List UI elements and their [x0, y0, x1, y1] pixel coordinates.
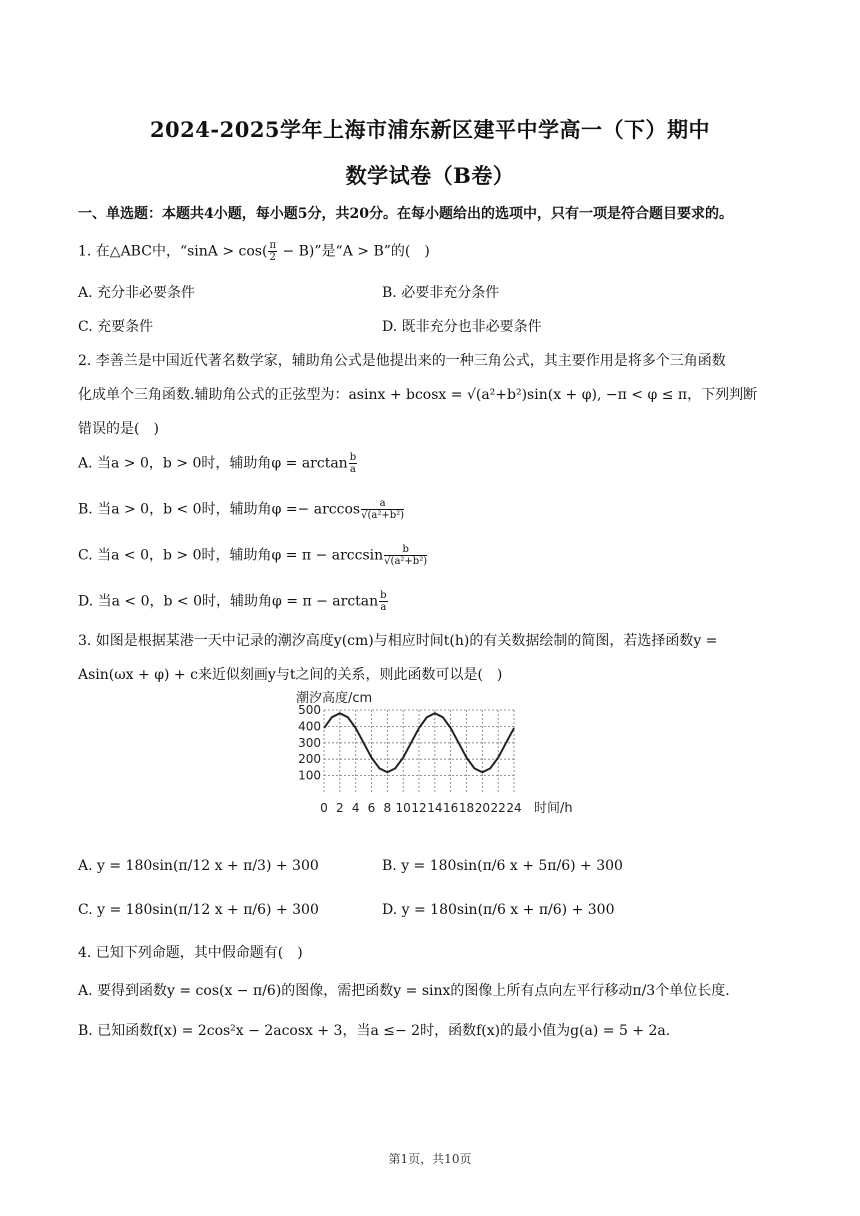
exam-title-line1: 2024-2025学年上海市浦东新区建平中学高一（下）期中	[149, 117, 711, 142]
q1-stem	[78, 240, 430, 263]
q2-option-b	[78, 498, 405, 521]
q2-option-d	[78, 590, 389, 613]
q2-option-d-text: D. 当a < 0，b < 0时，辅助角φ = π − arctan	[78, 593, 379, 610]
q3-option-d: D. y = 180sin(π/6 x + π/6) + 300	[382, 902, 615, 918]
chart-y-tick-label: 400	[298, 719, 321, 734]
q4-option-b: B. 已知函数f(x) = 2cos²x − 2acosx + 3，当a ≤− 2时，函数f(x)的最小值为g(a) = 5 + 2a.	[78, 1023, 671, 1039]
q1-stem-part-a: 1. 在△ABC中，“sinA > cos(	[78, 243, 268, 260]
q3-line1: 3. 如图是根据某港一天中记录的潮汐高度y(cm)与相应时间t(h)的有关数据绘制的简图，若选择函数y =	[78, 633, 718, 649]
chart-x-tick-label: 12	[411, 801, 427, 815]
chart-y-tick-label: 300	[298, 735, 321, 750]
chart-x-tick-label: 2	[336, 801, 344, 815]
q2-option-a-text: A. 当a > 0，b > 0时，辅助角φ = arctan	[78, 455, 348, 472]
section-heading: 一、单选题：本题共4小题，每小题5分，共20分。在每小题给出的选项中，只有一项是符合题目要求的。	[78, 206, 733, 222]
chart-x-tick-label: 10	[395, 801, 411, 815]
q1-option-d: D. 既非充分也非必要条件	[382, 319, 542, 335]
chart-x-tick-label: 20	[474, 801, 490, 815]
chart-x-tick-label: 24	[506, 801, 522, 815]
q4-stem: 4. 已知下列命题，其中假命题有( )	[78, 945, 303, 961]
q2-c-den: √(a²+b²)	[384, 556, 428, 567]
q2-b-fraction	[361, 498, 404, 521]
chart-x-tick-label: 0	[320, 801, 328, 815]
q2-c-num: b	[384, 544, 427, 556]
chart-x-tick-label: 18	[458, 801, 475, 815]
q2-option-c	[78, 544, 428, 567]
q3-option-c: C. y = 180sin(π/12 x + π/6) + 300	[78, 902, 319, 918]
chart-x-label: 时间/h	[534, 801, 573, 816]
q2-d-num: b	[380, 590, 387, 601]
q1-fraction	[268, 240, 277, 263]
q1-frac-den: 2	[269, 252, 276, 263]
q2-d-fraction	[379, 590, 387, 613]
q2-option-c-text: C. 当a < 0，b > 0时，辅助角φ = π − arccsin	[78, 547, 384, 564]
q2-option-b-text: B. 当a > 0，b < 0时，辅助角φ =− arccos	[78, 501, 361, 518]
chart-title: 潮汐高度/cm	[296, 691, 373, 706]
chart-x-tick-label: 14	[427, 801, 443, 815]
chart-x-tick-label: 8	[383, 801, 392, 815]
q1-option-a: A. 充分非必要条件	[78, 285, 196, 301]
q2-a-fraction	[349, 452, 357, 475]
q3-option-b: B. y = 180sin(π/6 x + 5π/6) + 300	[382, 858, 623, 874]
q1-frac-num: π	[269, 240, 277, 251]
chart-x-ticks	[320, 801, 521, 815]
q2-b-num: a	[361, 498, 404, 510]
q1-option-b: B. 必要非充分条件	[382, 285, 500, 301]
q3-line2: Asin(ωx + φ) + c来近似刻画y与t之间的关系，则此函数可以是( )	[78, 667, 503, 683]
chart-x-tick-label: 16	[443, 801, 459, 815]
q2-b-den: √(a²+b²)	[361, 510, 405, 521]
q2-a-den: a	[349, 464, 356, 475]
chart-y-tick-label: 200	[298, 752, 321, 767]
tide-chart	[290, 688, 580, 818]
page-footer: 第1页，共10页	[388, 1152, 472, 1166]
q2-a-num: b	[349, 452, 357, 463]
q2-d-den: a	[380, 602, 387, 613]
q3-option-a: A. y = 180sin(π/12 x + π/3) + 300	[78, 858, 319, 874]
q1-stem-part-b: − B)”是“A > B”的( )	[278, 243, 430, 260]
chart-y-tick-label: 100	[298, 768, 321, 783]
q4-option-a: A. 要得到函数y = cos(x − π/6)的图像，需把函数y = sinx的图像上所有点向左平行移动π/3个单位长度.	[78, 983, 730, 999]
q2-option-a	[78, 452, 358, 475]
q2-line1: 2. 李善兰是中国近代著名数学家，辅助角公式是他提出来的一种三角公式，其主要作用是将多个三角函数	[78, 353, 726, 369]
exam-title-line2: 数学试卷（B卷）	[345, 163, 515, 188]
chart-x-tick-label: 4	[351, 801, 360, 815]
chart-y-tick-label: 500	[298, 703, 321, 717]
q2-line3: 错误的是( )	[78, 421, 159, 437]
chart-x-tick-label: 6	[367, 801, 376, 815]
q2-c-fraction	[384, 544, 427, 567]
chart-y-ticks	[298, 703, 321, 783]
q2-line2: 化成单个三角函数.辅助角公式的正弦型为：asinx + bcosx = √(a²+b²)sin(x + φ), −π < φ ≤ π，下列判断	[78, 387, 758, 403]
q1-option-c: C. 充要条件	[78, 319, 154, 335]
chart-x-tick-label: 22	[490, 801, 506, 815]
